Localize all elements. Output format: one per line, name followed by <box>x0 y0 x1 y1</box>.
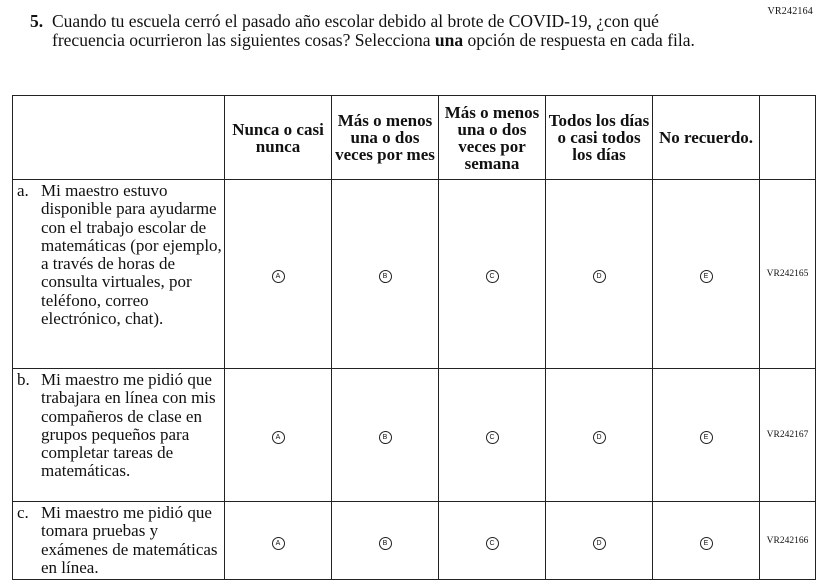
answer-bubble-c-D[interactable]: D <box>593 537 606 550</box>
column-header-daily: Todos los días o casi todos los días <box>546 96 653 180</box>
question-text-before: Cuando tu escuela cerró el pasado año escolar debido al brote de COVID-19, ¿con qué frecuencia ocurrieron las siguientes cosas? Selecciona <box>52 11 659 50</box>
option-cell <box>332 502 439 580</box>
option-cell <box>439 180 546 369</box>
header-blank-cell <box>13 96 225 180</box>
row-letter: a. <box>17 181 29 200</box>
header-code-cell <box>760 96 816 180</box>
option-cell <box>439 502 546 580</box>
column-header-dont-remember: No recuerdo. <box>653 96 760 180</box>
item-code-c: VR242166 <box>760 502 816 580</box>
answer-bubble-b-B[interactable]: B <box>379 431 392 444</box>
option-cell <box>546 180 653 369</box>
option-cell <box>225 502 332 580</box>
answer-bubble-b-E[interactable]: E <box>700 431 713 444</box>
question-number: 5. <box>30 11 44 31</box>
answer-bubble-c-B[interactable]: B <box>379 537 392 550</box>
column-header-weekly: Más o menos una o dos veces por semana <box>439 96 546 180</box>
answer-bubble-a-D[interactable]: D <box>593 270 606 283</box>
answer-bubble-c-C[interactable]: C <box>486 537 499 550</box>
table-row <box>13 369 816 502</box>
question-text <box>52 12 720 50</box>
answer-bubble-c-E[interactable]: E <box>700 537 713 550</box>
answer-bubble-a-A[interactable]: A <box>272 270 285 283</box>
row-label-a <box>13 180 225 369</box>
column-header-never: Nunca o casi nunca <box>225 96 332 180</box>
answer-bubble-a-C[interactable]: C <box>486 270 499 283</box>
table-row <box>13 180 816 369</box>
item-code-b: VR242167 <box>760 369 816 502</box>
table-row <box>13 502 816 580</box>
row-label-c <box>13 502 225 580</box>
question-prompt <box>30 12 720 50</box>
option-cell <box>653 180 760 369</box>
answer-bubble-c-A[interactable]: A <box>272 537 285 550</box>
column-header-monthly: Más o menos una o dos veces por mes <box>332 96 439 180</box>
response-table <box>12 95 816 580</box>
item-code-a: VR242165 <box>760 180 816 369</box>
row-letter: b. <box>17 370 30 389</box>
question-emphasis: una <box>434 30 464 50</box>
row-text: Mi maestro me pidió que tomara pruebas y exámenes de matemáticas en línea. <box>41 503 218 577</box>
option-cell <box>332 369 439 502</box>
answer-bubble-b-A[interactable]: A <box>272 431 285 444</box>
option-cell <box>439 369 546 502</box>
form-code: VR242164 <box>767 6 813 17</box>
option-cell <box>225 369 332 502</box>
answer-bubble-a-E[interactable]: E <box>700 270 713 283</box>
question-text-after: opción de respuesta en cada fila. <box>463 30 695 50</box>
row-text: Mi maestro estuvo disponible para ayudarme con el trabajo escolar de matemáticas (por ejemplo, a través de horas de consulta virtuales, por teléfono, correo electrónico, chat). <box>41 181 222 329</box>
header-row <box>13 96 816 180</box>
answer-bubble-a-B[interactable]: B <box>379 270 392 283</box>
option-cell <box>546 369 653 502</box>
answer-bubble-b-D[interactable]: D <box>593 431 606 444</box>
option-cell <box>225 180 332 369</box>
row-label-b <box>13 369 225 502</box>
row-letter: c. <box>17 503 29 522</box>
option-cell <box>332 180 439 369</box>
option-cell <box>653 502 760 580</box>
row-text: Mi maestro me pidió que trabajara en línea con mis compañeros de clase en grupos pequeños para completar tareas de matemáticas. <box>41 370 216 481</box>
option-cell <box>653 369 760 502</box>
option-cell <box>546 502 653 580</box>
answer-bubble-b-C[interactable]: C <box>486 431 499 444</box>
